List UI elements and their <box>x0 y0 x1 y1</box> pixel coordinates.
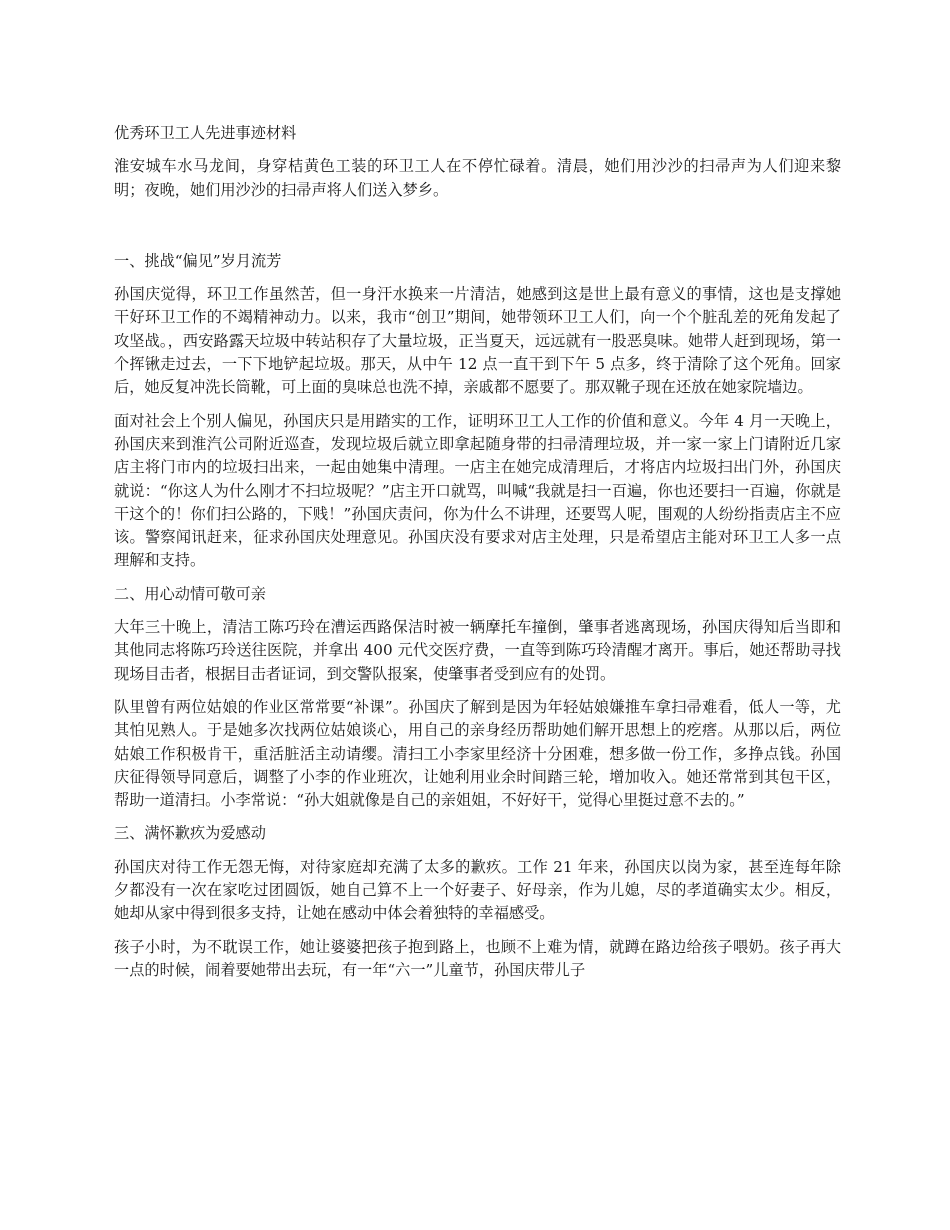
section-3-heading: 三、满怀歉疚为爱感动 <box>114 824 266 843</box>
document-page <box>114 122 841 992</box>
section-1-heading: 一、挑战“偏见”岁月流芳 <box>114 251 282 270</box>
section-2-paragraph-2: 队里曾有两位姑娘的作业区常常要“补课”。孙国庆了解到是因为年轻姑娘嫌推车拿扫帚难看，低人一等，尤其怕见熟人。于是她多次找两位姑娘谈心，用自己的亲身经历帮助她们解开思想上的疙瘩。从那以后，两位姑娘工作积极肯干，重活脏活主动请缨。清扫工小李家里经济十分困难，想多做一份工作，多挣点钱。孙国庆征得领导同意后，调整了小李的作业班次，让她利用业余时间踏三轮，增加收入。她还常常到其包干区，帮助一道清扫。小李常说：“孙大姐就像是自己的亲姐姐，不好好干，觉得心里挺过意不去的。” <box>114 697 841 810</box>
intro-paragraph: 淮安城车水马龙间，身穿桔黄色工装的环卫工人在不停忙碌着。清晨，她们用沙沙的扫帚声为人们迎来黎明；夜晚，她们用沙沙的扫帚声将人们送入梦乡。 <box>114 157 841 199</box>
section-2-paragraph-1: 大年三十晚上，清洁工陈巧玲在漕运西路保洁时被一辆摩托车撞倒，肇事者逃离现场，孙国庆得知后当即和其他同志将陈巧玲送往医院，并拿出 400 元代交医疗费，一直等到陈巧玲清醒才离开。事后，她还帮助寻找现场目击者，根据目击者证词，到交警队报案，使肇事者受到应有的处罚。 <box>114 618 841 683</box>
blank-spacer <box>114 212 841 250</box>
section-1-paragraph-2: 面对社会上个别人偏见，孙国庆只是用踏实的工作，证明环卫工人工作的价值和意义。今年 4 月一天晚上，孙国庆来到淮汽公司附近巡查，发现垃圾后就立即拿起随身带的扫帚清理垃圾，并一家一家上门请附近几家店主将门市内的垃圾扫出来，一起由她集中清理。一店主在她完成清理后，才将店内垃圾扫出门外，孙国庆就说：“你这人为什么刚才不扫垃圾呢？”店主开口就骂，叫喊“我就是扫一百遍，你也还要扫一百遍，你就是干这个的！你们扫公路的，下贱！”孙国庆责问，你为什么不讲理，还要骂人呢，围观的人纷纷指责店主不应该。警察闻讯赶来，征求孙国庆处理意见。孙国庆没有要求对店主处理，只是希望店主能对环卫工人多一点理解和支持。 <box>114 411 841 570</box>
section-3-paragraph-2: 孩子小时，为不耽误工作，她让婆婆把孩子抱到路上，也顾不上难为情，就蹲在路边给孩子喂奶。孩子再大一点的时候，闹着要她带出去玩，有一年“六一”儿童节，孙国庆带儿子 <box>114 937 841 979</box>
section-1-paragraph-1: 孙国庆觉得，环卫工作虽然苦，但一身汗水换来一片清洁，她感到这是世上最有意义的事情，这也是支撑她干好环卫工作的不竭精神动力。以来，我市“创卫”期间，她带领环卫工人们，向一个个脏乱差的死角发起了攻坚战。，西安路露天垃圾中转站积存了大量垃圾，正当夏天，远远就有一股恶臭味。她带人赶到现场，第一个挥锹走过去，一下下地铲起垃圾。那天，从中午 12 点一直干到下午 5 点多，终于清除了这个死角。回家后，她反复冲洗长筒靴，可上面的臭味总也洗不掉，亲戚都不愿要了。那双靴子现在还放在她家院墙边。 <box>114 285 841 397</box>
document-title: 优秀环卫工人先进事迹材料 <box>114 124 297 142</box>
section-3-paragraph-1: 孙国庆对待工作无怨无悔，对待家庭却充满了太多的歉疚。工作 21 年来，孙国庆以岗为家，甚至连每年除夕都没有一次在家吃过团圆饭，她自己算不上一个好妻子、好母亲，作为儿媳，尽的孝道确实太少。相反，她却从家中得到很多支持，让她在感动中体会着独特的幸福感受。 <box>114 857 841 923</box>
section-2-heading: 二、用心动情可敬可亲 <box>114 584 266 603</box>
